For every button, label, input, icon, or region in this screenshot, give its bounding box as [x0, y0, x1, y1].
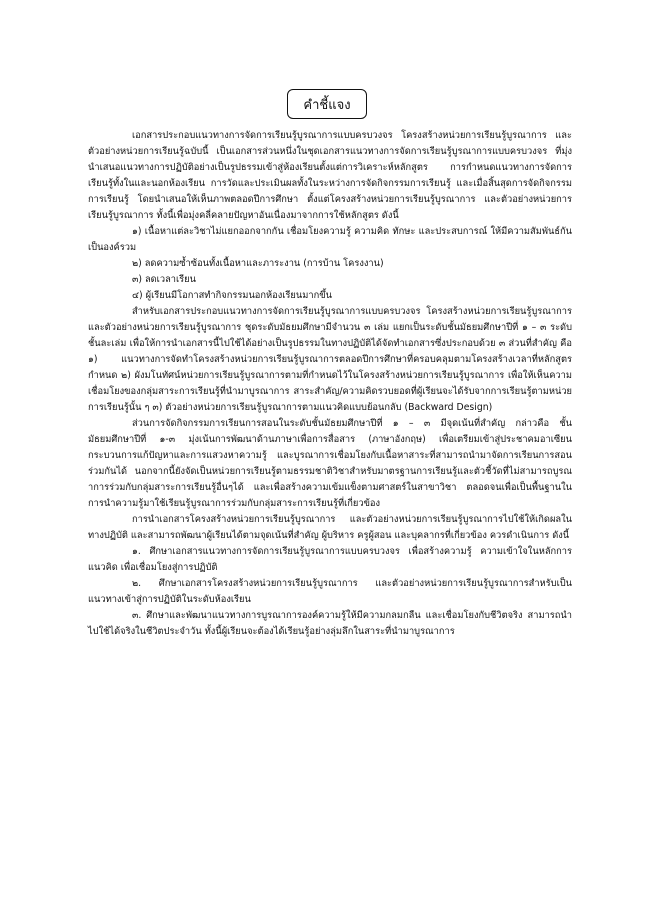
list-item: ๔) ผู้เรียนมีโอกาสทำกิจกรรมนอกห้องเรียนมากขึ้น: [132, 290, 332, 301]
paragraph-focus: ส่วนการจัดกิจกรรมการเรียนการสอนในระดับชั้นมัธยมศึกษาปีที่ ๑ – ๓ มีจุดเน้นที่สำคัญ กล่าวคือ ชั้นมัธยมศึกษาปีที่ ๑-๓ มุ่งเน้นการพัฒนาด้านภาษาเพื่อการสื่อสาร (ภาษาอังกฤษ) เพื่อเตรียมเข้าสู่ประชาคมอาเซียน กระบวนการแก้ปัญหาและการแสวงหาความรู้ และบูรณาการเชื่อมโยงกับเนื้อหาสาระที่สามารถนำมาจัดการเรียนการสอนร่วมกันได้ นอกจากนี้ยังจัดเป็นหน่วยการเรียนรู้ตามธรรมชาติวิชาสำหรับมาตรฐานการเรียนรู้และตัวชี้วัดที่ไม่สามารถบูรณาการร่วมกับกลุ่มสาระการเรียนรู้อื่นๆได้ และเพื่อสร้างความเข้มแข็งตามศาสตร์ในสาขาวิชา ตลอดจนเพื่อเป็นพื้นฐานในการนำความรู้มาใช้เรียนรู้บูรณาการร่วมกับกลุ่มสาระการเรียนรู้ที่เกี่ยวข้อง: [88, 418, 572, 509]
page-title: คำชี้แจง: [287, 89, 367, 119]
paragraph-implementation: การนำเอกสารโครงสร้างหน่วยการเรียนรู้บูรณาการ และตัวอย่างหน่วยการเรียนรู้บูรณาการไปใช้ให้เกิดผลในทางปฏิบัติ และสามารถพัฒนาผู้เรียนได้ตามจุดเน้นที่สำคัญ ผู้บริหาร ครูผู้สอน และบุคลากรที่เกี่ยวข้อง ควรดำเนินการ ดังนี้: [88, 514, 572, 541]
document-body: [88, 128, 572, 640]
paragraph-intro: เอกสารประกอบแนวทางการจัดการเรียนรู้บูรณาการแบบครบวงจร โครงสร้างหน่วยการเรียนรู้บูรณาการ และตัวอย่างหน่วยการเรียนรู้ฉบับนี้ เป็นเอกสารส่วนหนึ่งในชุดเอกสารแนวทางการจัดการเรียนรู้บูรณาการแบบครบวงจร ที่มุ่งนำเสนอแนวทางการปฏิบัติอย่างเป็นรูปธรรมเข้าสู่ห้องเรียนตั้งแต่การวิเคราะห์หลักสูตร การกำหนดแนวทางการจัดการเรียนรู้ทั้งในและนอกห้องเรียน การวัดและประเมินผลทั้งในระหว่างการจัดกิจกรรมการเรียนรู้ และเมื่อสิ้นสุดการจัดกิจกรรมการเรียนรู้ โดยนำเสนอให้เห็นภาพตลอดปีการศึกษา ตั้งแต่โครงสร้างหน่วยการเรียนรู้บูรณาการ และตัวอย่างหน่วยการเรียนรู้บูรณาการ ทั้งนี้เพื่อมุ่งคลี่คลายปัญหาอันเนื่องมาจากการใช้หลักสูตร ดังนี้: [88, 130, 572, 221]
list-item: ๓. ศึกษาและพัฒนาแนวทางการบูรณาการองค์ความรู้ให้มีความกลมกลืน และเชื่อมโยงกับชีวิตจริง สามารถนำไปใช้ได้จริงในชีวิตประจำวัน ทั้งนี้ผู้เรียนจะต้องได้เรียนรู้อย่างลุ่มลึกในสาระที่นำมาบูรณาการ: [88, 610, 572, 637]
list-item: ๒) ลดความซ้ำซ้อนทั้งเนื้อหาและภาระงาน (การบ้าน โครงงาน): [132, 258, 384, 269]
paragraph-composition: สำหรับเอกสารประกอบแนวทางการจัดการเรียนรู้บูรณาการแบบครบวงจร โครงสร้างหน่วยการเรียนรู้บูรณาการ และตัวอย่างหน่วยการเรียนรู้บูรณาการ ชุดระดับมัธยมศึกษามีจำนวน ๓ เล่ม แยกเป็นระดับชั้นมัธยมศึกษาปีที่ ๑ – ๓ ระดับชั้นละเล่ม เพื่อให้การนำเอกสารนี้ไปใช้ได้อย่างเป็นรูปธรรมในทางปฏิบัติได้จัดทำเอกสารซึ่งประกอบด้วย ๓ ส่วนที่สำคัญ คือ ๑) แนวทางการจัดทำโครงสร้างหน่วยการเรียนรู้บูรณาการตลอดปีการศึกษาที่ครอบคลุมตามโครงสร้างเวลาที่หลักสูตรกำหนด ๒) ผังมโนทัศน์หน่วยการเรียนรู้บูรณาการตามที่กำหนดไว้ในโครงสร้างหน่วยการเรียนรู้บูรณาการ เพื่อให้เห็นความเชื่อมโยงของกลุ่มสาระการเรียนรู้ที่นำมาบูรณาการ สาระสำคัญ/ความคิดรวบยอดที่ผู้เรียนจะได้รับจากการเรียนรู้ตามหน่วยการเรียนรู้นั้น ๆ ๓) ตัวอย่างหน่วยการเรียนรู้บูรณาการตามแนวคิดแบบย้อนกลับ (Backward Design): [88, 306, 572, 413]
list-item: ๒. ศึกษาเอกสารโครงสร้างหน่วยการเรียนรู้บูรณาการ และตัวอย่างหน่วยการเรียนรู้บูรณาการสำหรับเป็นแนวทางเข้าสู่การปฏิบัติในระดับห้องเรียน: [88, 578, 572, 605]
list-item: ๓) ลดเวลาเรียน: [132, 274, 196, 285]
list-item: ๑) เนื้อหาแต่ละวิชาไม่แยกออกจากกัน เชื่อมโยงความรู้ ความคิด ทักษะ และประสบการณ์ ให้มีความสัมพันธ์กันเป็นองค์รวม: [88, 226, 572, 253]
list-item: ๑. ศึกษาเอกสารแนวทางการจัดการเรียนรู้บูรณาการแบบครบวงจร เพื่อสร้างความรู้ ความเข้าใจในหลักการ แนวคิด เพื่อเชื่อมโยงสู่การปฏิบัติ: [88, 546, 572, 573]
